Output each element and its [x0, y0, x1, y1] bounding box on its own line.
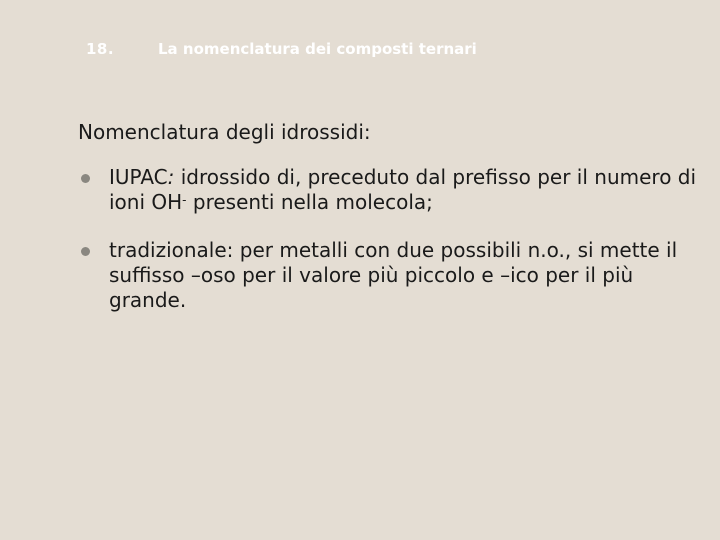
iupac-label: IUPAC: [109, 165, 168, 189]
iupac-text-after: presenti nella molecola;: [186, 190, 433, 214]
iupac-label-colon: :: [167, 165, 175, 189]
bullet-dot-icon: [81, 174, 90, 183]
section-title: La nomenclatura dei composti ternari: [158, 40, 477, 58]
iupac-text-before: idrossido di, preceduto dal prefisso per il numero di ioni OH: [109, 165, 697, 214]
section-number: 18.: [86, 40, 115, 58]
content-heading: Nomenclatura degli idrossidi:: [78, 120, 371, 144]
tradizionale-text: tradizionale: per metalli con due possibili n.o., si mette il suffisso –oso per il valore più piccolo e –ico per il più grande.: [109, 238, 678, 312]
slide-content: [78, 119, 698, 336]
bullet-dot-icon: [81, 247, 90, 256]
bullet-list: [78, 165, 698, 313]
bullet-item-iupac: [78, 165, 698, 215]
slide-header: [0, 36, 720, 66]
hydroxide-charge-superscript: -: [182, 193, 187, 207]
bullet-item-tradizionale: [78, 238, 698, 313]
